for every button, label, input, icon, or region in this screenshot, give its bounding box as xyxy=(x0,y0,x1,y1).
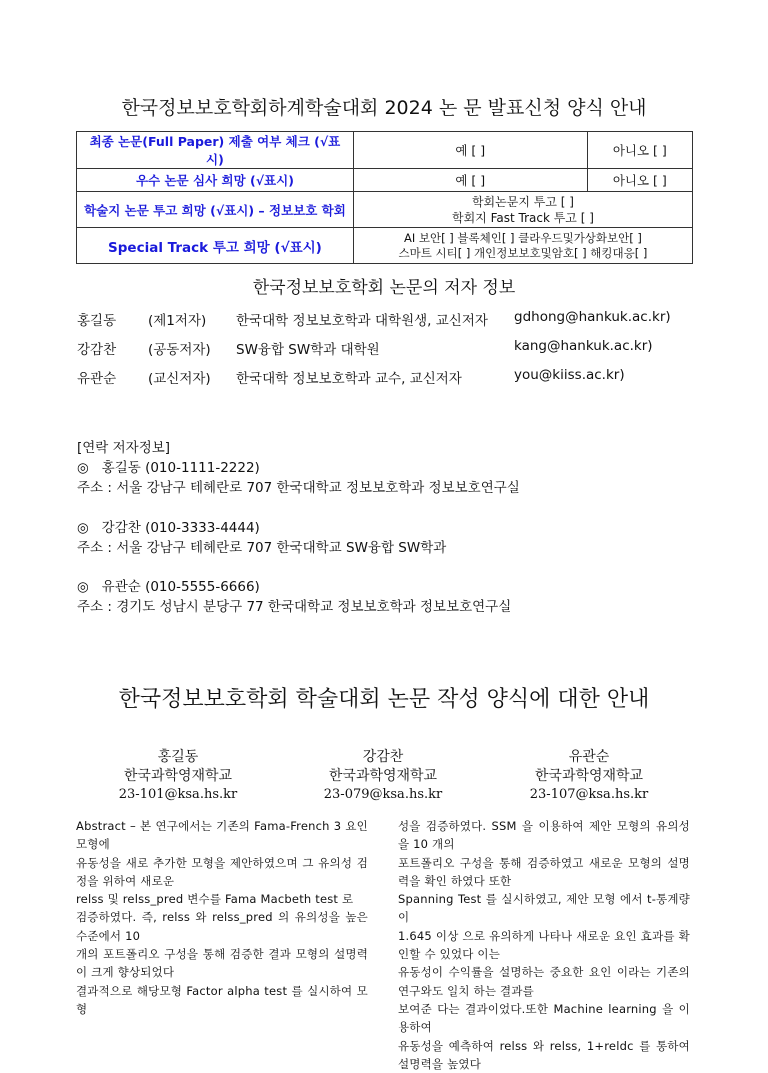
abstract-line: 개의 포트폴리오 구성을 통해 검증한 결과 모형의 설명력이 크게 향상되었다 xyxy=(76,947,368,980)
author-role: (공동저자) xyxy=(148,342,211,358)
contact-person xyxy=(77,577,260,597)
paper-author-affiliation: 한국과학영재학교 xyxy=(534,768,644,784)
abstract-line: 1.645 이상 으로 유의하게 나타나 새로운 요인 효과를 확인할 수 있었다 이는 xyxy=(398,928,690,962)
abstract-line: 검증하였다. 즉, relss 와 relss_pred 의 유의성을 높은 수준에서 10 xyxy=(76,910,368,943)
author-name: 강감찬 xyxy=(77,342,117,358)
row-label-special-track: Special Track 투고 희망 (√표시) xyxy=(77,228,354,264)
author-affiliation: 한국대학 정보보호학과 교수, 교신저자 xyxy=(236,371,462,387)
contact-heading: [연락 저자정보] xyxy=(77,440,171,456)
table-row xyxy=(77,192,693,228)
abstract-line: 유동성을 새로 추가한 모형을 제안하였으며 그 유의성 검정을 위하여 새로운 xyxy=(76,855,368,888)
contact-person xyxy=(77,518,260,538)
contact-name-phone: 유관순 (010-5555-6666) xyxy=(101,579,260,595)
abstract-line: relss 및 relss_pred 변수를 Fama Macbeth test 로 xyxy=(76,892,354,907)
table-row xyxy=(77,169,693,192)
abstract-line: Spanning Test 를 실시하였고, 제안 모형 에서 t-통계량이 xyxy=(398,892,690,925)
contact-person xyxy=(77,458,260,478)
bullseye-icon: ◎ xyxy=(77,520,89,536)
paper-author-name: 강감찬 xyxy=(362,749,404,765)
option-no[interactable]: 아니오 [ ] xyxy=(587,169,692,192)
abstract-line: 결과적으로 해당모형 Factor alpha test 를 실시하여 모형 xyxy=(76,983,368,1016)
contact-address: 주소 : 서울 강남구 테헤란로 707 한국대학교 SW융합 SW학과 xyxy=(77,540,447,556)
option-no[interactable]: 아니오 [ ] xyxy=(587,132,692,169)
author-affiliation: SW융합 SW학과 대학원 xyxy=(236,342,380,358)
paper-author xyxy=(494,748,684,804)
row-label-full-paper: 최종 논문(Full Paper) 제출 여부 체크 (√표시) xyxy=(77,132,354,169)
row-label-best-paper: 우수 논문 심사 희망 (√표시) xyxy=(77,169,354,192)
contact-address: 주소 : 서울 강남구 테헤란로 707 한국대학교 정보보호학과 정보보호연구실 xyxy=(77,480,520,496)
special-track-line-2[interactable]: 스마트 시티[ ] 개인정보보호및암호[ ] 해킹대응[ ] xyxy=(398,245,648,260)
author-row xyxy=(77,309,697,329)
paper-author-email[interactable]: 23-079@ksa.hs.kr xyxy=(323,787,443,802)
paper-title: 한국정보보호학회 학술대회 논문 작성 양식에 대한 안내 xyxy=(118,687,650,712)
special-track-line-1[interactable]: AI 보안[ ] 블록체인[ ] 클라우드및가상화보안[ ] xyxy=(404,230,642,245)
author-name: 유관순 xyxy=(77,371,117,387)
author-role: (제1저자) xyxy=(148,313,207,329)
author-email[interactable]: gdhong@hankuk.ac.kr) xyxy=(514,309,671,325)
paper-author xyxy=(83,748,273,804)
abstract-line: 보여준 다는 결과이었다.또한 Machine learning 을 이용하여 xyxy=(398,1001,690,1035)
option-yes[interactable]: 예 [ ] xyxy=(353,132,587,169)
contact-name-phone: 홍길동 (010-1111-2222) xyxy=(101,460,260,476)
abstract-column-right xyxy=(398,817,690,1073)
form-title: 한국정보보호학회하계학술대회 2024 논 문 발표신청 양식 안내 xyxy=(121,97,647,119)
paper-author-name: 홍길동 xyxy=(157,749,199,765)
option-fast-track[interactable]: 학회지 Fast Track 투고 [ ] xyxy=(451,210,594,225)
bullseye-icon: ◎ xyxy=(77,460,89,476)
bullseye-icon: ◎ xyxy=(77,579,89,595)
special-track-options[interactable] xyxy=(353,228,692,264)
paper-author-email[interactable]: 23-101@ksa.hs.kr xyxy=(118,787,238,802)
author-row xyxy=(77,338,697,358)
abstract-line: Abstract – 본 연구에서는 기존의 Fama-French 3 요인 모형에 xyxy=(76,819,368,852)
option-journal-submit[interactable]: 학회논문지 투고 [ ] xyxy=(471,194,574,209)
abstract-line: 성을 검증하였다. SSM 을 이용하여 제안 모형의 유의성을 10 개의 xyxy=(398,819,690,852)
paper-author-name: 유관순 xyxy=(568,749,610,765)
paper-author-email[interactable]: 23-107@ksa.hs.kr xyxy=(529,787,649,802)
row-label-journal: 학술지 논문 투고 희망 (√표시) – 정보보호 학회 xyxy=(77,192,354,228)
paper-author-affiliation: 한국과학영재학교 xyxy=(328,768,438,784)
abstract-column-left xyxy=(76,817,368,1018)
contact-name-phone: 강감찬 (010-3333-4444) xyxy=(101,520,260,536)
paper-author-affiliation: 한국과학영재학교 xyxy=(123,768,233,784)
table-row xyxy=(77,132,693,169)
contact-address: 주소 : 경기도 성남시 분당구 77 한국대학교 정보보호학과 정보보호연구실 xyxy=(77,599,512,615)
table-row xyxy=(77,228,693,264)
abstract-line: 포트폴리오 구성을 통해 검증하였고 새로운 모형의 설명력을 확인 하였다 또한 xyxy=(398,855,690,888)
author-row xyxy=(77,367,697,387)
authors-heading: 한국정보보호학회 논문의 저자 정보 xyxy=(252,278,516,298)
author-email[interactable]: you@kiiss.ac.kr) xyxy=(514,367,625,383)
journal-options[interactable] xyxy=(353,192,692,228)
option-yes[interactable]: 예 [ ] xyxy=(353,169,587,192)
paper-author xyxy=(288,748,478,804)
author-name: 홍길동 xyxy=(77,313,117,329)
registration-table xyxy=(76,131,693,264)
abstract-line: 유동성이 수익률을 설명하는 중요한 요인 이라는 기존의 연구와도 일치 하는 결과를 xyxy=(398,965,690,998)
author-email[interactable]: kang@hankuk.ac.kr) xyxy=(514,338,653,354)
author-role: (교신저자) xyxy=(148,371,211,387)
abstract-line: 유동성을 예측하여 relss 와 relss, 1+reldc 를 통하여 설명력을 높였다 xyxy=(398,1038,690,1071)
author-affiliation: 한국대학 정보보호학과 대학원생, 교신저자 xyxy=(236,313,488,329)
